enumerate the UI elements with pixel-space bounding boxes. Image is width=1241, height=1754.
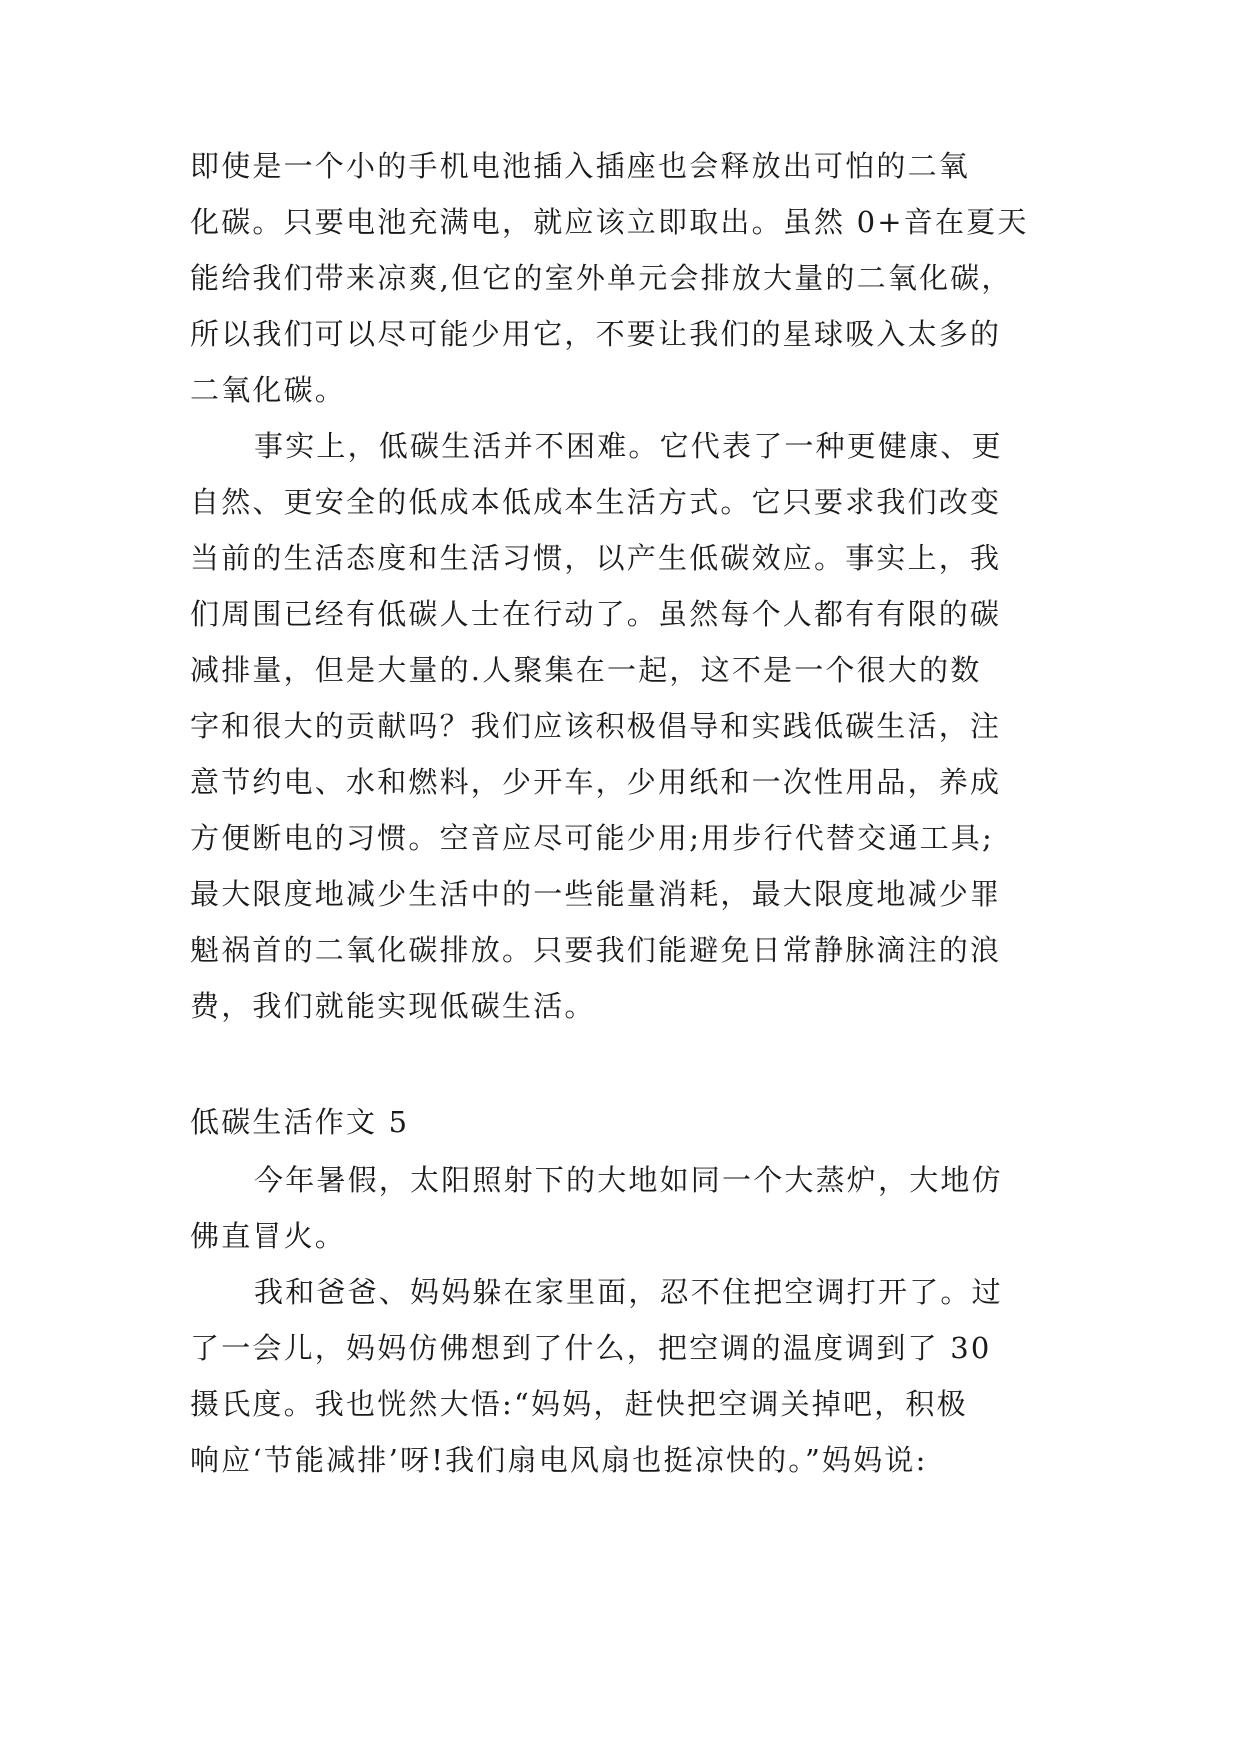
text-line: 佛直冒火。 <box>190 1219 347 1253</box>
text-line: 事实上，低碳生活并不困难。它代表了一种更健康、更 <box>254 429 1003 463</box>
text-line: 减排量，但是大量的.人聚集在一起，这不是一个很大的数 <box>190 653 982 687</box>
text-line: 费，我们就能实现低碳生活。 <box>190 989 596 1023</box>
text-line: 魁祸首的二氧化碳排放。只要我们能避免日常静脉滴注的浪 <box>190 933 1002 967</box>
text-line: 当前的生活态度和生活习惯，以产生低碳效应。事实上，我 <box>190 541 1002 575</box>
text-line: 意节约电、水和燃料，少开车，少用纸和一次性用品，养成 <box>190 765 1002 799</box>
text-line: 今年暑假，太阳照射下的大地如同一个大蒸炉，大地仿 <box>254 1163 1003 1197</box>
text-line: 最大限度地减少生活中的一些能量消耗，最大限度地减少罪 <box>190 877 1002 911</box>
text-line: 所以我们可以尽可能少用它，不要让我们的星球吸入太多的 <box>190 317 1002 351</box>
text-line: 字和很大的贡献吗？我们应该积极倡导和实践低碳生活，注 <box>190 709 1002 743</box>
text-line: 们周围已经有低碳人士在行动了。虽然每个人都有有限的碳 <box>190 597 1002 631</box>
text-line: 即使是一个小的手机电池插入插座也会释放出可怕的二氧 <box>190 149 971 183</box>
section-heading: 低碳生活作文 5 <box>190 1105 410 1139</box>
text-line: 了一会儿，妈妈仿佛想到了什么，把空调的温度调到了 30 <box>190 1331 992 1365</box>
text-line: 能给我们带来凉爽,但它的室外单元会排放大量的二氧化碳， <box>190 261 1013 295</box>
text-line: 响应‘节能减排’呀!我们扇电风扇也挺凉快的。”妈妈说: <box>190 1443 928 1477</box>
text-line: 摄氏度。我也恍然大悟:“妈妈，赶快把空调关掉吧，积极 <box>190 1387 968 1421</box>
text-line: 化碳。只要电池充满电，就应该立即取出。虽然 0+音在夏天 <box>190 205 1029 239</box>
text-line: 我和爸爸、妈妈躲在家里面，忍不住把空调打开了。过 <box>254 1275 1003 1309</box>
text-line: 自然、更安全的低成本低成本生活方式。它只要求我们改变 <box>190 485 1002 519</box>
text-line: 方便断电的习惯。空音应尽可能少用;用步行代替交通工具; <box>190 821 994 855</box>
text-line: 二氧化碳。 <box>190 373 347 407</box>
